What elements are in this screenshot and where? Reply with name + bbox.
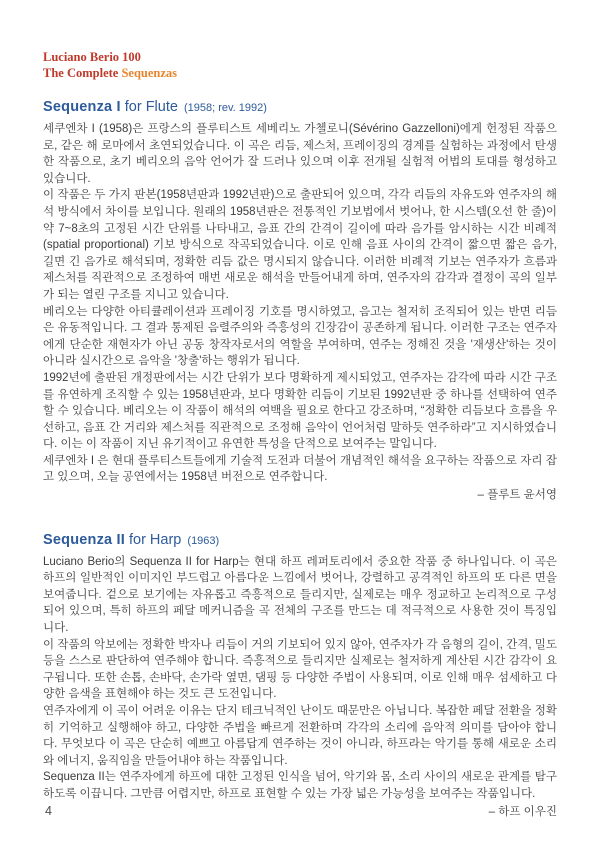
page-content <box>43 50 557 820</box>
piece-name: Sequenza II <box>43 531 125 548</box>
event-subtitle <box>43 66 557 82</box>
paragraph: Sequenza II는 연주자에게 하프에 대한 고정된 인식을 넘어, 악기와 몸, 소리 사이의 새로운 관계를 탐구하도록 이끕니다. 그만큼 어렵지만, 하프로 표현할 수 있는 가장 넓은 가능성을 보여주는 작품입니다. <box>43 771 557 800</box>
event-title: Luciano Berio 100 <box>43 50 141 64</box>
paragraph: 연주자에게 이 곡이 어려운 이유는 단지 테크닉적인 난이도 때문만은 아닙니다. 복잡한 페달 전환을 정확히 기억하고 실행해야 하고, 다양한 주법을 빠르게 전환하며 각각의 소리에 음악적 의미를 담아야 합니다. 무엇보다 이 곡은 단순히 예쁘고 아름답게 연주하는 것이 아니라, 하프라는 악기를 통해 새로운 소리와 에너지, 움직임을 만들어내야 하는 작품입니다. <box>43 705 557 767</box>
section-sequenza-ii <box>43 531 557 821</box>
piece-name: Sequenza I <box>43 99 121 115</box>
event-subtitle-prefix: The Complete <box>43 65 119 80</box>
piece-instrument: for Harp <box>128 531 182 548</box>
event-subtitle-highlight: Sequenzas <box>121 65 178 80</box>
paragraph: 이 작품은 두 가지 판본(1958년판과 1992년판)으로 출판되어 있으며, 각각 리듬의 자유도와 연주자의 해석 방식에서 차이를 보입니다. 원래의 1958년판은 전통적인 기보법에서 벗어나, 한 시스템(오선 한 줄)이 약 7~8초의 고정된 시간 단위를 나타내고, 음표 간의 간격이 길이에 따라 음가를 암시하는 시간 비례적(spatial proportional) 기보 방식으로 작곡되었습니다. 이로 인해 음표 사이의 간격이 짧으면 짧은 음가, 길면 긴 음가로 해석되며, 정확한 리듬 값은 명시되지 않습니다. 이러한 비례적 기보는 연주자가 흐름과 제스처를 직관적으로 조정하여 매번 새로운 해석을 만들어내게 하며, 연주자의 감각과 결정이 곡의 일부가 되는 열린 구조를 지니고 있습니다. <box>43 189 557 301</box>
performer-attribution: – 플루트 윤서영 <box>477 489 557 502</box>
paragraph: Luciano Berio의 Sequenza II for Harp는 현대 하프 레퍼토리에서 중요한 작품 중 하나입니다. 이 곡은 하프의 일반적인 이미지인 부드럽고 아름다운 느낌에서 벗어나, 강렬하고 공격적인 하프의 또 다른 면을 보여줍니다. 겉으로 보기에는 자유롭고 즉흥적으로 들리지만, 실제로는 매우 정교하고 논리적으로 구성되어 있으며, 특히 하프의 페달 메커니즘을 곡 전체의 구조를 만드는 데 적극적으로 사용한 것이 특징입니다. <box>43 555 557 635</box>
piece-date: (1963) <box>187 534 220 547</box>
paragraph: 세쿠엔차 I (1958)은 프랑스의 플루티스트 세베리노 가첼로니(Sévérino Gazzelloni)에게 헌정된 작품으로, 같은 해 로마에서 초연되었습니다. 이 곡은 리듬, 제스처, 프레이징의 경계를 실험하는 과정에서 탄생한 작품으로, 초기 베리오의 음악 언어가 잘 드러나 있으며 이후 전개될 실험적 어법의 토대를 형성하고 있습니다. <box>43 123 557 185</box>
paragraph: 세쿠엔차 I 은 현대 플루티스트들에게 기술적 도전과 더불어 개념적인 해석을 요구하는 작품으로 자리 잡고 있으며, 오늘 공연에서는 1958년 버전으로 연주합니다. <box>43 454 557 484</box>
paragraph: 이 작품의 악보에는 정확한 박자나 리듬이 거의 기보되어 있지 않아, 연주자가 각 음형의 길이, 간격, 밀도 등을 스스로 판단하여 연주해야 합니다. 즉흥적으로 들리지만 실제로는 철저하게 계산된 시간 감각이 요구됩니다. 또한 손톱, 손바닥, 손가락 옆면, 댐핑 등 다양한 주법이 사용되며, 이로 인해 매우 섬세하고 다양한 음색을 표현해야 하는 것도 큰 도전입니다. <box>43 638 557 701</box>
piece-body <box>43 121 557 486</box>
piece-title-sequenza-i <box>43 98 557 117</box>
paragraph: 베리오는 다양한 아티큘레이션과 프레이징 기호를 명시하였고, 음고는 철저히 조직되어 있는 반면 리듬은 유동적입니다. 그 결과 통제된 음렬주의와 즉흥성의 긴장감이 공존하게 됩니다. 이러한 구조는 연주자에게 단순한 재현자가 아닌 공동 창작자로서의 역할을 부여하며, 연주는 정해진 것을 '재생산'하는 것이 아니라 실시간으로 음악을 '창출'하는 행위가 됩니다. <box>43 305 557 368</box>
piece-title-sequenza-ii <box>43 531 557 550</box>
piece-date: (1958; rev. 1992) <box>183 102 267 114</box>
page-number: 4 <box>45 804 52 818</box>
paragraph: 1992년에 출판된 개정판에서는 시간 단위가 보다 명확하게 제시되었고, 연주자는 감각에 따라 시간 구조를 유연하게 조직할 수 있는 1958년판과, 보다 명확한 리듬이 기보된 1992년판 중 하나를 선택하여 연주할 수 있습니다. 베리오는 이 작품이 해석의 여백을 필요로 한다고 강조하며, “정확한 리듬보다 흐름을 우선하고, 음표 간 거리와 제스처를 직관적으로 조정해 음악이 언어처럼 말하듯 연주하라”고 지시하였습니다. 이는 이 작품이 지닌 유기적이고 유연한 특성을 단적으로 보여주는 말입니다. <box>43 371 557 451</box>
performer-attribution: – 하프 이우진 <box>488 805 557 818</box>
section-sequenza-i <box>43 98 557 504</box>
piece-body <box>43 554 557 803</box>
page-header <box>43 50 557 81</box>
piece-instrument: for Flute <box>124 99 178 115</box>
